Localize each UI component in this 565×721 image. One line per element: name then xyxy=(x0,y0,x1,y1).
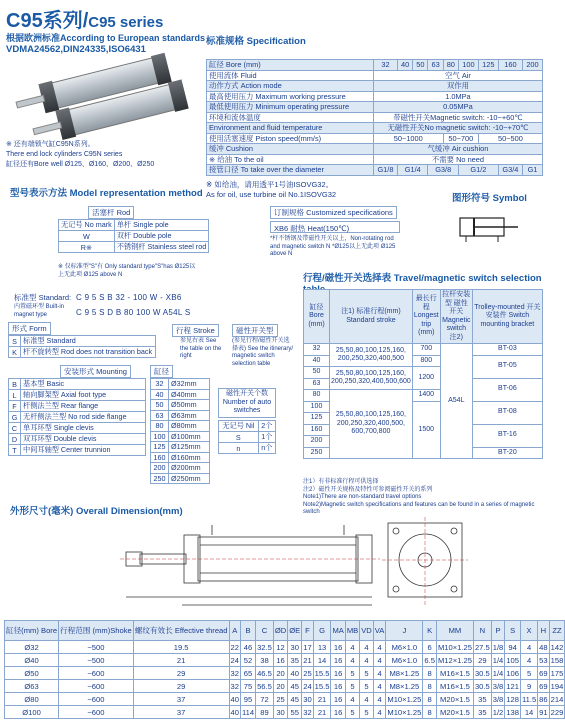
dimension-table xyxy=(4,620,565,719)
table-cell: 40 xyxy=(288,667,302,680)
table-cell: 106 xyxy=(506,668,519,678)
bore-table: 32 Ø32mm 40 Ø40mm 50 Ø50mm 63 Ø63mm 80 Ø80mm 100 Ø100mm 125 Ø125mm 160 Ø160mm 200 Ø200mm 250 Ø250mm xyxy=(150,378,210,484)
table-cell: 86 xyxy=(539,694,548,704)
table-cell: 24 xyxy=(303,681,312,691)
table-cell: 14 xyxy=(313,654,331,667)
table-cell: 4 xyxy=(520,641,537,654)
table-cell: M20×1.5 xyxy=(436,706,473,719)
table-cell: M6×1.0 xyxy=(386,641,423,654)
table-cell: M20×1.5 xyxy=(436,693,473,706)
spec-bore-label: 缸径 Bore (mm) xyxy=(207,60,374,71)
table-cell: 69 xyxy=(539,681,548,691)
table-cell: 52 xyxy=(240,654,255,667)
table-cell: M10×1.25 xyxy=(387,707,422,717)
table-cell: 1/4 xyxy=(492,668,504,678)
table-cell: 5 xyxy=(520,667,537,680)
table-cell: M16×1.5 xyxy=(436,680,473,693)
table-cell: 194 xyxy=(550,681,564,691)
table-cell: 4 xyxy=(345,654,359,667)
table-cell: Ø50 xyxy=(5,667,59,680)
table-cell: M8×1.25 xyxy=(386,680,423,693)
count-head: 磁性开关个数 Number of auto switches xyxy=(218,388,276,418)
table-cell: 12 xyxy=(273,641,287,654)
table-cell: 11.5 xyxy=(521,694,537,704)
custom-value: XB6 耐热 Heat(150℃) xyxy=(270,221,400,233)
table-cell: 6.5 xyxy=(424,655,435,665)
table-cell: 5 xyxy=(345,667,359,680)
table-cell: 4 xyxy=(360,693,374,706)
table-cell: 38 xyxy=(256,654,274,667)
table-cell: 20 xyxy=(273,680,287,693)
table-cell: ~600 xyxy=(59,680,134,693)
stroke-tag: 行程 Stroke xyxy=(172,324,219,337)
table-row xyxy=(5,667,565,680)
mount-tag: 安装形式 Mounting xyxy=(60,365,131,378)
table-cell: 4 xyxy=(373,693,386,706)
title-cn: C95系列/ xyxy=(6,10,89,32)
custom-note: *杆不锈钢及带磁性开关以上，Non-rotating rod and magnetic switch N *Ø125以上无此项 Ø125 above N xyxy=(270,236,396,257)
table-cell: M10×1.25 xyxy=(437,642,472,652)
bore-tag: 缸径 xyxy=(150,365,173,378)
table-cell: 32 xyxy=(230,668,239,678)
table-cell: 32 xyxy=(303,707,312,717)
table-cell: 4 xyxy=(373,667,386,680)
table-cell: Ø63 xyxy=(5,680,59,693)
table-cell: 16 xyxy=(273,654,287,667)
table-cell: 4 xyxy=(345,641,359,654)
table-cell: Ø32 xyxy=(5,641,59,654)
table-cell: 4 xyxy=(373,706,386,719)
table-cell: 40 xyxy=(230,694,239,704)
table-cell: 55 xyxy=(288,706,302,719)
table-cell: 214 xyxy=(550,694,564,704)
table-cell: 5 xyxy=(360,667,374,680)
stroke-note: 参见右表 See the table on the right xyxy=(180,338,222,359)
table-cell: 48 xyxy=(539,642,548,652)
table-cell: 15.5 xyxy=(314,668,330,678)
standard-codes: VDMA24562,DIN24335,ISO6431 xyxy=(6,44,146,55)
table-cell: 128 xyxy=(506,694,519,704)
table-cell: 94 xyxy=(505,641,521,654)
table-cell: 29 xyxy=(133,667,229,680)
spec-heading: 标准规格 Specification xyxy=(206,36,306,47)
dim-body xyxy=(5,641,565,719)
table-cell: 175 xyxy=(550,668,564,678)
table-cell: 20 xyxy=(273,667,287,680)
table-cell: 46 xyxy=(240,641,255,654)
table-cell: ~600 xyxy=(59,706,134,719)
table-cell: 4 xyxy=(373,641,386,654)
dim-header-row: 缸径(mm) Bore 行程范围 (mm)Shoke 螺纹有效长 Effective thread A B C ØD ØE F G MA MB VD VA J K MM N P S X H ZZ xyxy=(5,621,565,641)
table-cell: 21 xyxy=(133,654,229,667)
note-end-lock-en: There end lock cylinders C95N series xyxy=(6,151,123,158)
table-cell: 30 xyxy=(273,706,287,719)
table-cell: 3/8 xyxy=(492,694,504,704)
travel-notes: 注1）有非标准行程可供选择 注2）磁性开关规格及特性可参阅磁性开关的系列 Note1)There are non-standard travel options Note2)Magnetic switch specifications and features can be found in a series of magnetic switch xyxy=(303,479,535,515)
table-row xyxy=(5,654,565,667)
symbol-graphic xyxy=(452,206,522,246)
page-title xyxy=(6,4,163,33)
table-cell: 27.5 xyxy=(474,642,490,652)
table-cell: 121 xyxy=(506,681,519,691)
form-table: S 标准型 Standard K 杆不旋转型 Rod does not transition back xyxy=(8,335,156,358)
switch-note: (参见行程/磁性开关选择表) See the itinerary/ magnetic switch selection table xyxy=(232,338,294,367)
magnet-type-label: 内置磁环型 Built-in magnet type xyxy=(14,304,65,318)
table-cell: 89 xyxy=(256,706,274,719)
table-cell: 16 xyxy=(331,654,345,667)
table-cell: 65 xyxy=(240,667,255,680)
table-cell: ~600 xyxy=(59,693,134,706)
table-cell: 4 xyxy=(345,693,359,706)
dimension-heading: 外形尺寸(毫米) Overall Dimension(mm) xyxy=(10,506,183,517)
table-cell: 1/4 xyxy=(492,655,504,665)
magnet-code: C 9 5 S D B 80 100 W A54L S xyxy=(76,308,191,317)
table-cell: 72 xyxy=(256,693,274,706)
table-cell: 8 xyxy=(423,706,437,719)
table-cell: 1/2 xyxy=(492,707,504,717)
table-cell: 19.5 xyxy=(133,641,229,654)
dimension-drawing xyxy=(120,515,540,615)
table-cell: 22 xyxy=(230,642,239,652)
table-cell: 105 xyxy=(506,655,519,665)
table-cell: 30.5 xyxy=(474,668,490,678)
oil-note-en: As for oil, use turbine oil No.1ISOVG32 xyxy=(206,190,337,199)
table-cell: 9 xyxy=(520,680,537,693)
custom-tag: 订制规格 Customized specifications xyxy=(270,206,397,219)
table-row xyxy=(5,693,565,706)
table-cell: 5 xyxy=(360,706,374,719)
table-cell: 16 xyxy=(331,667,345,680)
table-cell: 30 xyxy=(288,641,302,654)
table-cell: 69 xyxy=(539,668,548,678)
table-cell: 4 xyxy=(360,654,374,667)
table-cell: 40 xyxy=(230,707,239,717)
table-cell: M12×1.25 xyxy=(437,655,472,665)
oil-note-cn: ※ 如给油，请用透平1号油ISOVG32。 xyxy=(206,180,334,189)
spec-table: 缸径 Bore (mm) 32 40 50 63 80 100 125 160 200 使用流体 Fluid 空气 Air 动作方式 Action mode 双作用 最高使用压力 Maximum working pressure 1.0MPa 最低使用压力 Minimum operating pressure 0.05MPa 环境和流体温度 带磁性开关Magnetic switch: -10~+60℃ Environment and fluid temperature 无磁性开关No magnetic switch: -10~+70℃ 使用活塞速度 Piston speed(mm/s) 50~1000 50~700 50~500 缓冲 Cushion 气缓冲 Air cushion ※ 给油 To the oil 不需要 No need 接管口径 To take over the diameter G1/8 G1/4 G3/8 G1/2 G3/4 G1 xyxy=(206,59,543,176)
table-cell: 8 xyxy=(423,667,437,680)
table-cell: 30.5 xyxy=(474,681,490,691)
table-cell: 21 xyxy=(313,706,331,719)
standard-line: 根据欧洲标准According to European standards xyxy=(6,33,206,43)
table-cell: 45 xyxy=(288,680,302,693)
table-cell: 25 xyxy=(303,668,312,678)
table-cell: 8 xyxy=(423,693,437,706)
table-cell: 142 xyxy=(550,642,564,652)
table-cell: Ø40 xyxy=(5,654,59,667)
table-cell: 53 xyxy=(539,655,548,665)
note-bore-extra: 缸径还有Bore well Ø125、Ø160、Ø200、Ø250 xyxy=(6,161,155,168)
form-tag: 形式 Form xyxy=(8,322,51,335)
table-cell: 16 xyxy=(331,641,345,654)
table-cell: 17 xyxy=(303,642,312,652)
rod-table: 无记号 No mark 单杆 Single pole W 双杆 Double pole R※ 不锈钢杆 Stainless steel rod xyxy=(58,219,209,253)
table-cell: 46.5 xyxy=(257,668,272,678)
standard-code: C 9 5 S B 32 - 100 W - XB6 xyxy=(76,293,182,302)
title-en: C95 series xyxy=(88,14,164,31)
table-cell: 35 xyxy=(473,693,491,706)
table-cell: 16 xyxy=(331,693,345,706)
product-photo xyxy=(4,60,194,140)
table-cell: 32.5 xyxy=(257,642,272,652)
table-cell: 24 xyxy=(230,655,239,665)
table-cell: 1/8 xyxy=(492,642,504,652)
table-cell: 91 xyxy=(539,707,548,717)
table-row xyxy=(5,680,565,693)
table-cell: 37 xyxy=(133,693,229,706)
model-heading: 型号表示方法 Model representation method xyxy=(10,188,203,199)
table-cell: 6 xyxy=(423,641,437,654)
table-cell: 21 xyxy=(313,693,331,706)
table-cell: 75 xyxy=(240,680,255,693)
table-cell: ~500 xyxy=(59,654,134,667)
table-cell: 5 xyxy=(360,680,374,693)
table-cell: 16 xyxy=(331,680,345,693)
mount-table: B 基本型 Basic L 轴向脚架型 Axial foot type F 杆侧法兰型 Rear flange G 无杆侧法兰型 No rod side flange C 单耳环型 Single clevis D 双耳环型 Double clevis T 中间耳轴型 Center trunnion xyxy=(8,378,146,456)
table-row xyxy=(5,706,565,719)
switch-tag: 磁性开关型 xyxy=(232,324,278,337)
table-cell: 5 xyxy=(345,680,359,693)
rod-note: ※ 仅标准型"S"有 Only standard type"S"has Ø125以上无此项 Ø125 above N xyxy=(58,264,196,278)
table-cell: 25 xyxy=(273,693,287,706)
table-cell: Ø80 xyxy=(5,693,59,706)
table-cell: 29 xyxy=(473,654,491,667)
table-cell: 30 xyxy=(303,694,312,704)
table-cell: 37 xyxy=(133,706,229,719)
table-cell: 95 xyxy=(240,693,255,706)
table-cell: 3/8 xyxy=(492,681,504,691)
table-cell: 4 xyxy=(373,654,386,667)
table-cell: 15.5 xyxy=(314,681,330,691)
table-cell: M10×1.25 xyxy=(387,694,422,704)
standard-type-label: 标准型 Standard: xyxy=(14,293,72,302)
table-cell: 8 xyxy=(423,680,437,693)
table-cell: 13 xyxy=(313,641,331,654)
table-cell: 21 xyxy=(303,655,312,665)
rod-tag: 活塞杆 Rod xyxy=(88,206,134,219)
table-cell: 158 xyxy=(550,655,564,665)
table-cell: 35 xyxy=(288,654,302,667)
table-cell: 5 xyxy=(345,706,359,719)
symbol-heading: 图形符号 Symbol xyxy=(452,193,527,204)
table-cell: 138 xyxy=(506,707,519,717)
table-cell: ~500 xyxy=(59,641,134,654)
table-row xyxy=(5,641,565,654)
table-cell: M6×1.0 xyxy=(386,654,423,667)
table-cell: 16 xyxy=(331,706,345,719)
note-end-lock-cn: ※ 还有端锁气缸C95N系列。 xyxy=(6,141,95,148)
count-table: 无记号 Nil 2个 S 1个 n n个 xyxy=(218,420,276,454)
table-cell: ~600 xyxy=(59,667,134,680)
table-cell: Ø100 xyxy=(5,706,59,719)
table-cell: 35 xyxy=(473,706,491,719)
travel-heading: 行程/磁性开关选择表 Travel/magnetic switch selection xyxy=(303,273,542,284)
table-cell: 4 xyxy=(520,654,537,667)
table-cell: 4 xyxy=(373,680,386,693)
table-cell: 229 xyxy=(550,707,564,717)
table-cell: M16×1.5 xyxy=(436,667,473,680)
table-cell: 45 xyxy=(288,693,302,706)
table-cell: 4 xyxy=(360,641,374,654)
table-cell: 114 xyxy=(241,707,255,717)
table-cell: M8×1.25 xyxy=(386,667,423,680)
table-cell: 32 xyxy=(230,681,239,691)
table-cell: 56.5 xyxy=(257,681,272,691)
travel-table: 缸径 Bore (mm) 注1) 标准行程(mm) Standard stroke 最长行程 Longest trip (mm) 拉杆安装型 磁性开关 Magnetic switch 注2) Trolley-mounted 开关安装件 Switch mounting bracket 32 25,50,80,100,125,160, 200,250,320,400,500 700 A54L BT-03 40 800 BT-05 50 25,50,80,100,125,160, 200,250,320,400,500,600 1200 63 BT-06 80 25,50,80,100,125,160, 200,250,320,400,500, 600,700,800 1400 100 1500 BT-08 125 160 BT-16 200 250 BT-20 xyxy=(303,289,543,459)
table-cell: 14 xyxy=(520,706,537,719)
table-cell: 29 xyxy=(133,680,229,693)
